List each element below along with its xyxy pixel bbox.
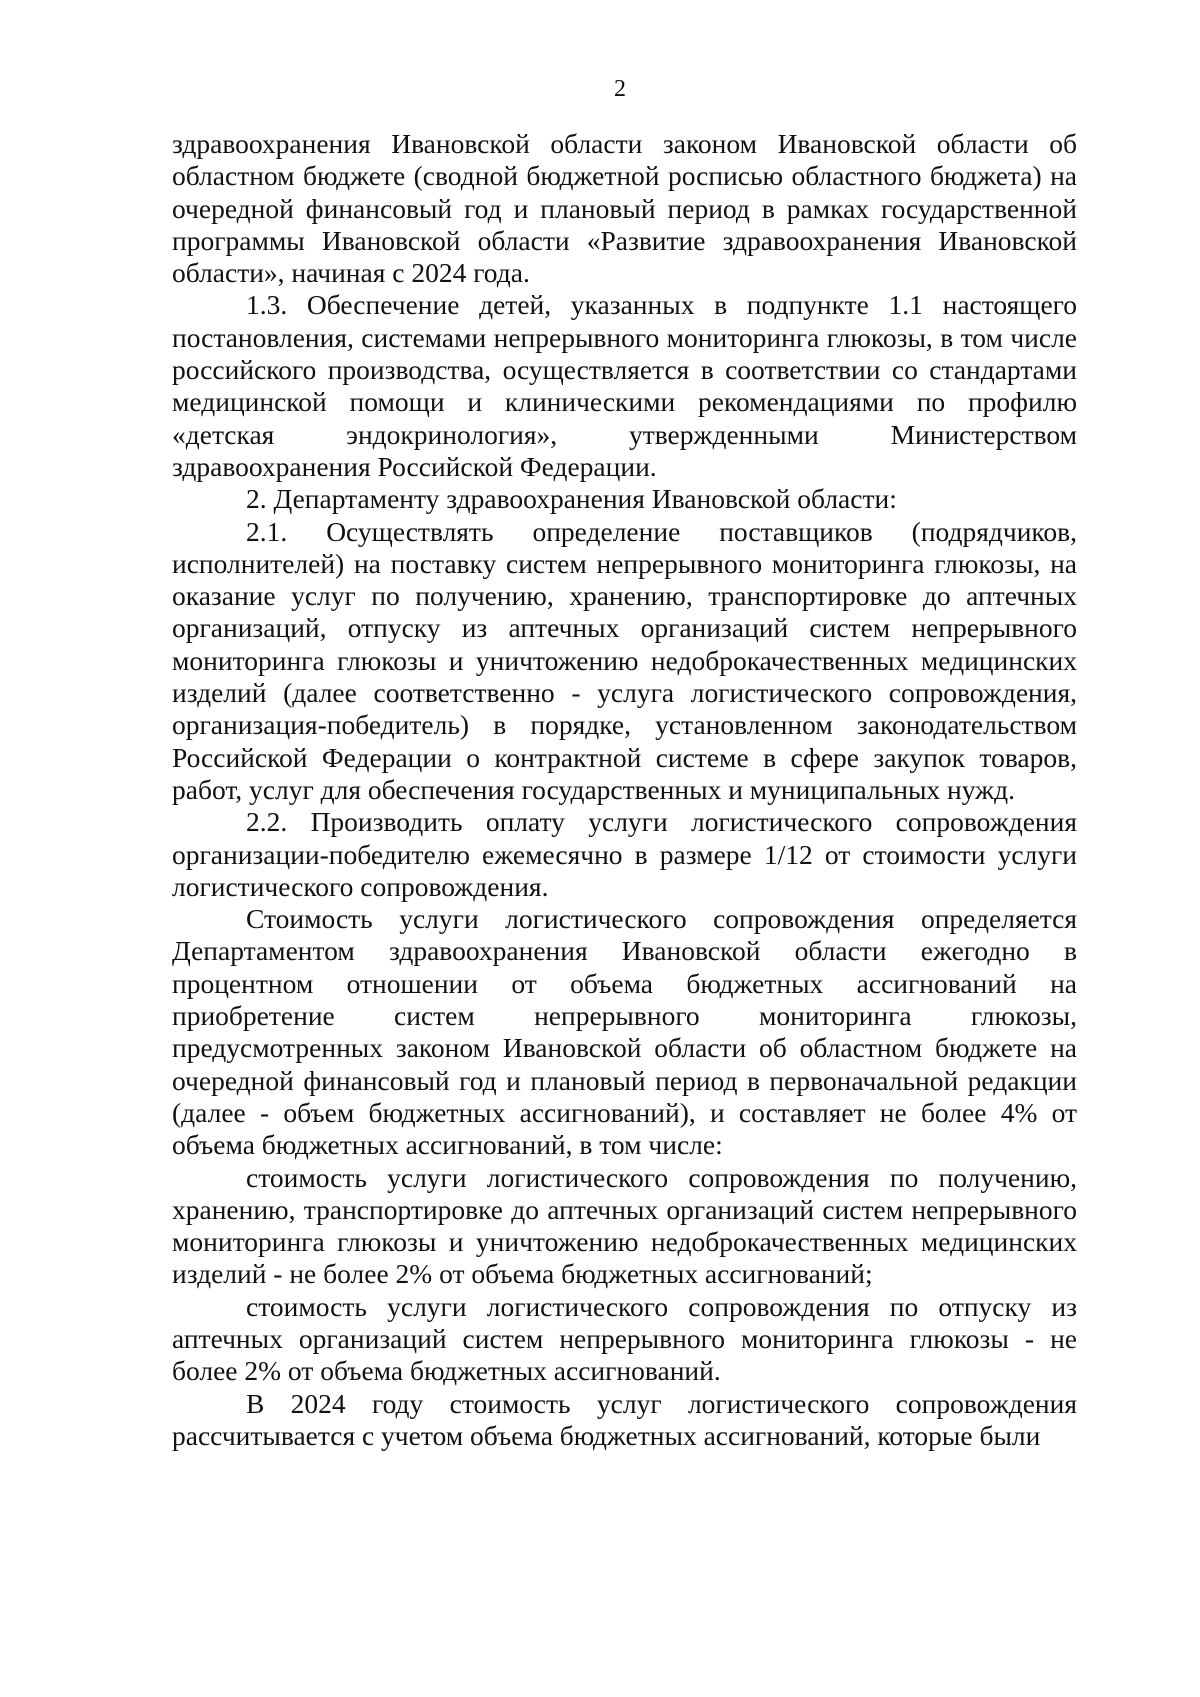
page-number: 2	[614, 76, 626, 102]
paragraph-cost-receiving: стоимость услуги логистического сопровождения по получению, хранению, транспортировке до аптечных организаций систем непрерывного мониторинга глюкозы и уничтожению недоброкачественных медицинских изделий - не более 2% от объема бюджетных ассигнований;	[172, 1161, 1077, 1290]
paragraph-2-1: 2.1. Осуществлять определение поставщиков (подрядчиков, исполнителей) на поставку систем непрерывного мониторинга глюкозы, на оказание услуг по получению, хранению, транспортировке до аптечных организаций, отпуску из аптечных организаций систем непрерывного мониторинга глюкозы и уничтожению недоброкачественных медицинских изделий (далее соответственно - услуга логистического сопровождения, организация-победитель) в порядке, установленном законодательством Российской Федерации о контрактной системе в сфере закупок товаров, работ, услуг для обеспечения государственных и муниципальных нужд.	[172, 515, 1077, 805]
paragraph-2: 2. Департаменту здравоохранения Ивановской области:	[246, 483, 897, 515]
document-body	[172, 128, 1077, 1452]
paragraph-2024: В 2024 году стоимость услуг логистического сопровождения рассчитывается с учетом объема бюджетных ассигнований, которые были	[172, 1387, 1077, 1451]
paragraph-2-2: 2.2. Производить оплату услуги логистического сопровождения организации-победителю ежемесячно в размере 1/12 от стоимости услуги логистического сопровождения.	[172, 806, 1077, 902]
paragraph-1-3: 1.3. Обеспечение детей, указанных в подпункте 1.1 настоящего постановления, системами непрерывного мониторинга глюкозы, в том числе российского производства, осуществляется в соответствии со стандартами медицинской помощи и клиническими рекомендациями по профилю «детская эндокринология», утвержденными Министерством здравоохранения Российской Федерации.	[172, 289, 1077, 482]
paragraph-continuation: здравоохранения Ивановской области законом Ивановской области об областном бюджете (сводной бюджетной росписью областного бюджета) на очередной финансовый год и плановый период в рамках государственной программы Ивановской области «Развитие здравоохранения Ивановской области», начиная с 2024 года.	[172, 128, 1077, 289]
paragraph-service-cost: Стоимость услуги логистического сопровождения определяется Департаментом здравоохранения Ивановской области ежегодно в процентном отношении от объема бюджетных ассигнований на приобретение систем непрерывного мониторинга глюкозы, предусмотренных законом Ивановской области об областном бюджете на очередной финансовый год и плановый период в первоначальной редакции (далее - объем бюджетных ассигнований), и составляет не более 4% от объема бюджетных ассигнований, в том числе:	[172, 903, 1077, 1161]
paragraph-cost-dispensing: стоимость услуги логистического сопровождения по отпуску из аптечных организаций систем непрерывного мониторинга глюкозы - не более 2% от объема бюджетных ассигнований.	[172, 1290, 1077, 1387]
